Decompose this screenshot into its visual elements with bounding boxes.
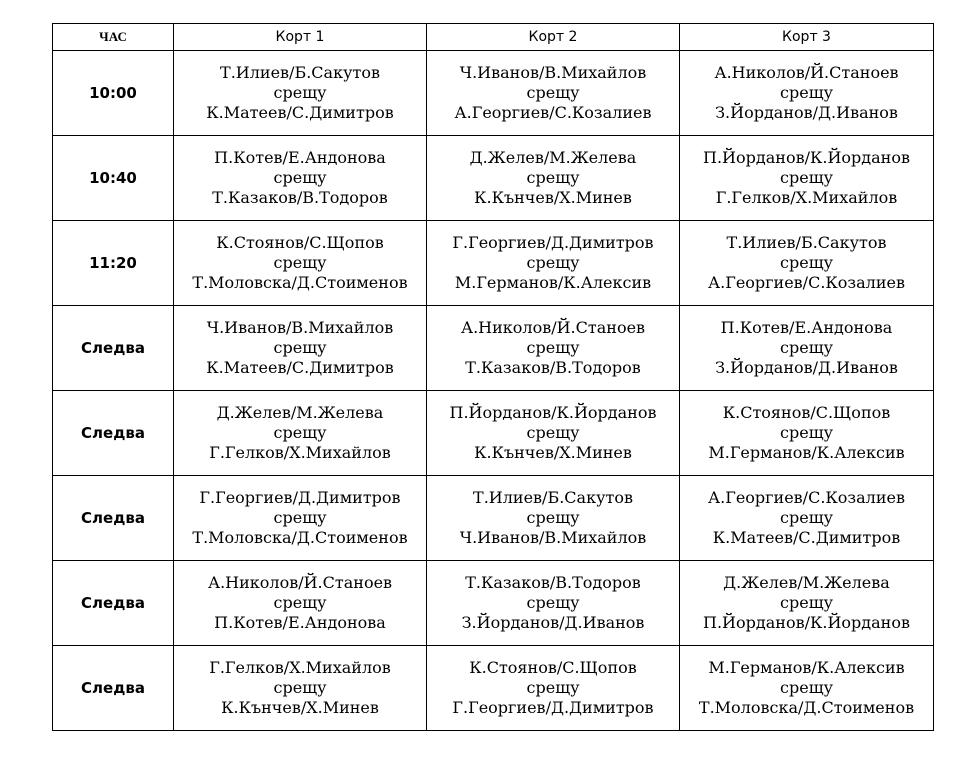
match-cell-court-3 [680,51,934,136]
versus-label: срещу [273,678,327,697]
team-1: Ч.Иванов/В.Михайлов [459,63,647,82]
team-2: К.Матеев/С.Димитров [206,103,394,122]
match-cell-court-3 [680,391,934,476]
match-cell-court-3 [680,136,934,221]
match-cell-court-1 [174,391,427,476]
time-cell: 10:00 [53,51,174,136]
match-cell-court-3 [680,646,934,731]
team-1: К.Стоянов/С.Щопов [469,658,637,677]
team-2: Т.Моловска/Д.Стоименов [698,698,915,717]
versus-label: срещу [273,253,327,272]
team-2: З.Йорданов/Д.Иванов [715,358,898,377]
team-1: А.Николов/Й.Станоев [714,63,899,82]
team-1: Т.Илиев/Б.Сакутов [220,63,380,82]
team-1: Т.Казаков/В.Тодоров [465,573,641,592]
versus-label: срещу [526,508,580,527]
time-cell: Следва [53,476,174,561]
team-2: М.Германов/К.Алексив [454,273,652,292]
versus-label: срещу [780,168,833,187]
team-1: Г.Гелков/Х.Михайлов [209,658,391,677]
team-1: К.Стоянов/С.Щопов [216,233,384,252]
versus-label: срещу [273,168,327,187]
match-cell-court-1 [174,136,427,221]
schedule-body [53,51,934,731]
match-cell-court-2 [427,306,680,391]
versus-label: срещу [526,423,580,442]
match-cell-court-2 [427,476,680,561]
match-cell-court-3 [680,221,934,306]
match-cell-court-2 [427,221,680,306]
table-row [53,306,934,391]
table-row [53,391,934,476]
versus-label: срещу [273,508,327,527]
team-1: Ч.Иванов/В.Михайлов [206,318,394,337]
time-cell: Следва [53,561,174,646]
versus-label: срещу [780,338,833,357]
team-2: Г.Гелков/Х.Михайлов [715,188,898,207]
match-cell-court-1 [174,306,427,391]
time-cell: 11:20 [53,221,174,306]
match-cell-court-3 [680,306,934,391]
time-column-header: ЧАС [53,24,174,51]
time-cell: Следва [53,391,174,476]
match-cell-court-1 [174,646,427,731]
team-2: Т.Казаков/В.Тодоров [465,358,641,377]
table-row [53,221,934,306]
versus-label: срещу [526,338,580,357]
team-1: Д.Желев/М.Желева [216,403,384,422]
court-1-header: Корт 1 [174,24,427,51]
time-cell: Следва [53,646,174,731]
table-row [53,561,934,646]
match-cell-court-1 [174,561,427,646]
team-2: Т.Моловска/Д.Стоименов [192,273,408,292]
team-1: К.Стоянов/С.Щопов [722,403,891,422]
team-2: К.Матеев/С.Димитров [206,358,394,377]
versus-label: срещу [526,593,580,612]
team-2: А.Георгиев/С.Козалиев [454,103,652,122]
table-row [53,646,934,731]
match-cell-court-2 [427,391,680,476]
team-1: Т.Илиев/Б.Сакутов [726,233,887,252]
team-2: П.Котев/Е.Андонова [214,613,386,632]
versus-label: срещу [780,593,833,612]
court-2-header: Корт 2 [427,24,680,51]
versus-label: срещу [780,508,833,527]
header-row [53,24,934,51]
team-1: А.Георгиев/С.Козалиев [708,488,905,507]
team-2: Ч.Иванов/В.Михайлов [459,528,647,547]
team-2: З.Йорданов/Д.Иванов [715,103,898,122]
versus-label: срещу [526,83,580,102]
team-1: Г.Георгиев/Д.Димитров [452,233,654,252]
court-3-header: Корт 3 [680,24,934,51]
team-1: Д.Желев/М.Желева [469,148,637,167]
team-1: Т.Илиев/Б.Сакутов [473,488,633,507]
time-cell: 10:40 [53,136,174,221]
team-2: З.Йорданов/Д.Иванов [461,613,645,632]
team-1: П.Йорданов/К.Йорданов [703,148,910,167]
versus-label: срещу [526,168,580,187]
versus-label: срещу [780,253,833,272]
team-1: П.Котев/Е.Андонова [214,148,386,167]
team-2: Г.Георгиев/Д.Димитров [452,698,654,717]
match-cell-court-2 [427,646,680,731]
match-cell-court-1 [174,476,427,561]
match-cell-court-2 [427,51,680,136]
versus-label: срещу [273,83,327,102]
match-cell-court-2 [427,136,680,221]
team-1: А.Николов/Й.Станоев [460,318,646,337]
team-2: К.Матеев/С.Димитров [712,528,901,547]
team-2: П.Йорданов/К.Йорданов [703,613,910,632]
time-cell: Следва [53,306,174,391]
versus-label: срещу [780,83,833,102]
match-cell-court-3 [680,476,934,561]
team-1: Д.Желев/М.Желева [723,573,890,592]
team-2: А.Георгиев/С.Козалиев [708,273,905,292]
team-1: М.Германов/К.Алексив [708,658,905,677]
match-cell-court-1 [174,221,427,306]
team-2: К.Кънчев/Х.Минев [474,443,632,462]
team-1: Г.Георгиев/Д.Димитров [199,488,401,507]
team-1: А.Николов/Й.Станоев [207,573,393,592]
versus-label: срещу [526,678,580,697]
team-1: П.Йорданов/К.Йорданов [449,403,657,422]
versus-label: срещу [273,593,327,612]
match-cell-court-1 [174,51,427,136]
table-row [53,51,934,136]
versus-label: срещу [780,678,833,697]
versus-label: срещу [780,423,833,442]
team-1: П.Котев/Е.Андонова [720,318,893,337]
schedule-table [52,23,934,731]
match-cell-court-3 [680,561,934,646]
table-row [53,476,934,561]
team-2: Т.Казаков/В.Тодоров [212,188,388,207]
team-2: Г.Гелков/Х.Михайлов [209,443,391,462]
versus-label: срещу [273,423,327,442]
team-2: Т.Моловска/Д.Стоименов [192,528,408,547]
team-2: К.Кънчев/Х.Минев [221,698,379,717]
versus-label: срещу [526,253,580,272]
versus-label: срещу [273,338,327,357]
match-cell-court-2 [427,561,680,646]
team-2: К.Кънчев/Х.Минев [474,188,632,207]
team-2: М.Германов/К.Алексив [708,443,905,462]
table-row [53,136,934,221]
